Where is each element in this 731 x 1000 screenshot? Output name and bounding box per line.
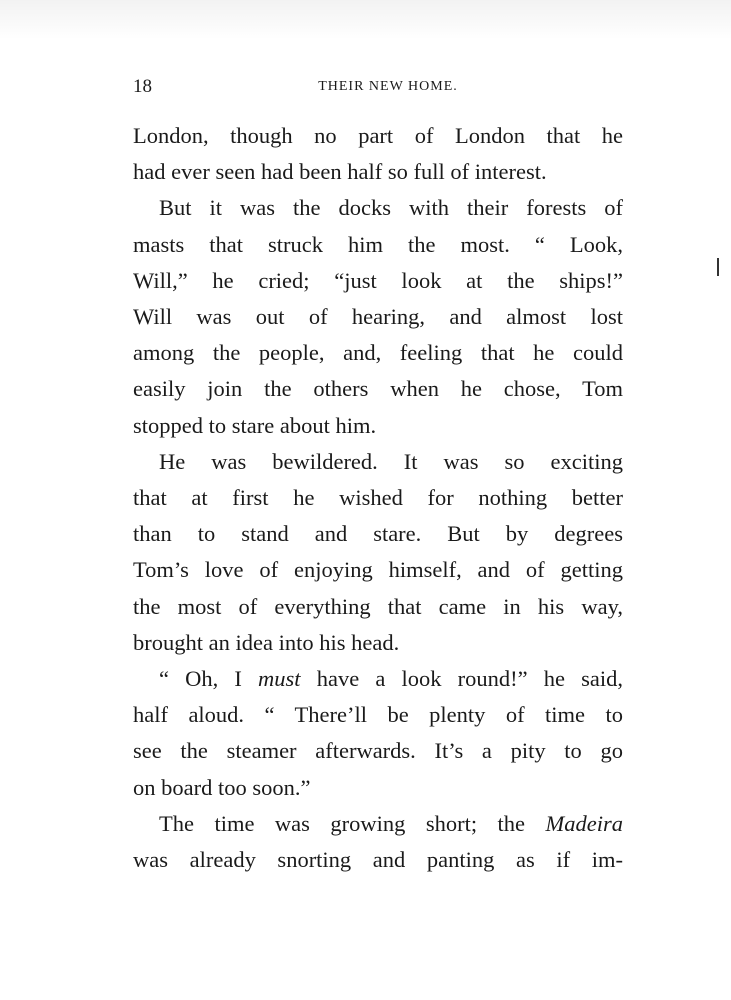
text-line: half aloud. “ There’ll be plenty of time to (133, 702, 623, 728)
text-line (133, 806, 623, 842)
text-line: Tom’s love of enjoying himself, and of getting (133, 557, 623, 583)
text-line (133, 661, 623, 697)
text-line: on board too soon.” (133, 774, 311, 800)
italic-emphasis: must (258, 666, 301, 692)
text-line: see the steamer afterwards. It’s a pity to go (133, 738, 623, 764)
text-line: easily join the others when he chose, Tom (133, 376, 623, 402)
text-line: Will was out of hearing, and almost lost (133, 304, 623, 330)
text-line: the most of everything that came in his way, (133, 593, 623, 619)
edge-mark (717, 258, 719, 276)
text-line: London, though no part of London that he (133, 123, 623, 148)
text-line: masts that struck him the most. “ Look, (133, 231, 623, 257)
text-line: than to stand and stare. But by degrees (133, 521, 623, 547)
text-line: brought an idea into his head. (133, 629, 400, 655)
text-run: have a look round!” he said, (300, 666, 623, 692)
running-head: THEIR NEW HOME. (318, 79, 458, 94)
page-header (133, 76, 623, 102)
text-line: But it was the docks with their forests of (159, 195, 623, 221)
text-run: “ Oh, I (159, 666, 259, 692)
text-line: Will,” he cried; “just look at the ships!” (133, 267, 623, 293)
page-number: 18 (133, 76, 152, 97)
text-line: had ever seen had been half so full of interest. (133, 159, 547, 185)
facing-page-bleed (0, 0, 731, 40)
body-text (133, 118, 623, 878)
text-line: among the people, and, feeling that he could (133, 340, 623, 366)
ship-name: Madeira (545, 810, 623, 836)
text-line: He was bewildered. It was so exciting (159, 448, 623, 474)
text-line: stopped to stare about him. (133, 412, 377, 438)
text-line: was already snorting and panting as if im- (133, 847, 623, 873)
text-run: The time was growing short; the (159, 810, 546, 836)
text-line: that at first he wished for nothing better (133, 485, 623, 511)
